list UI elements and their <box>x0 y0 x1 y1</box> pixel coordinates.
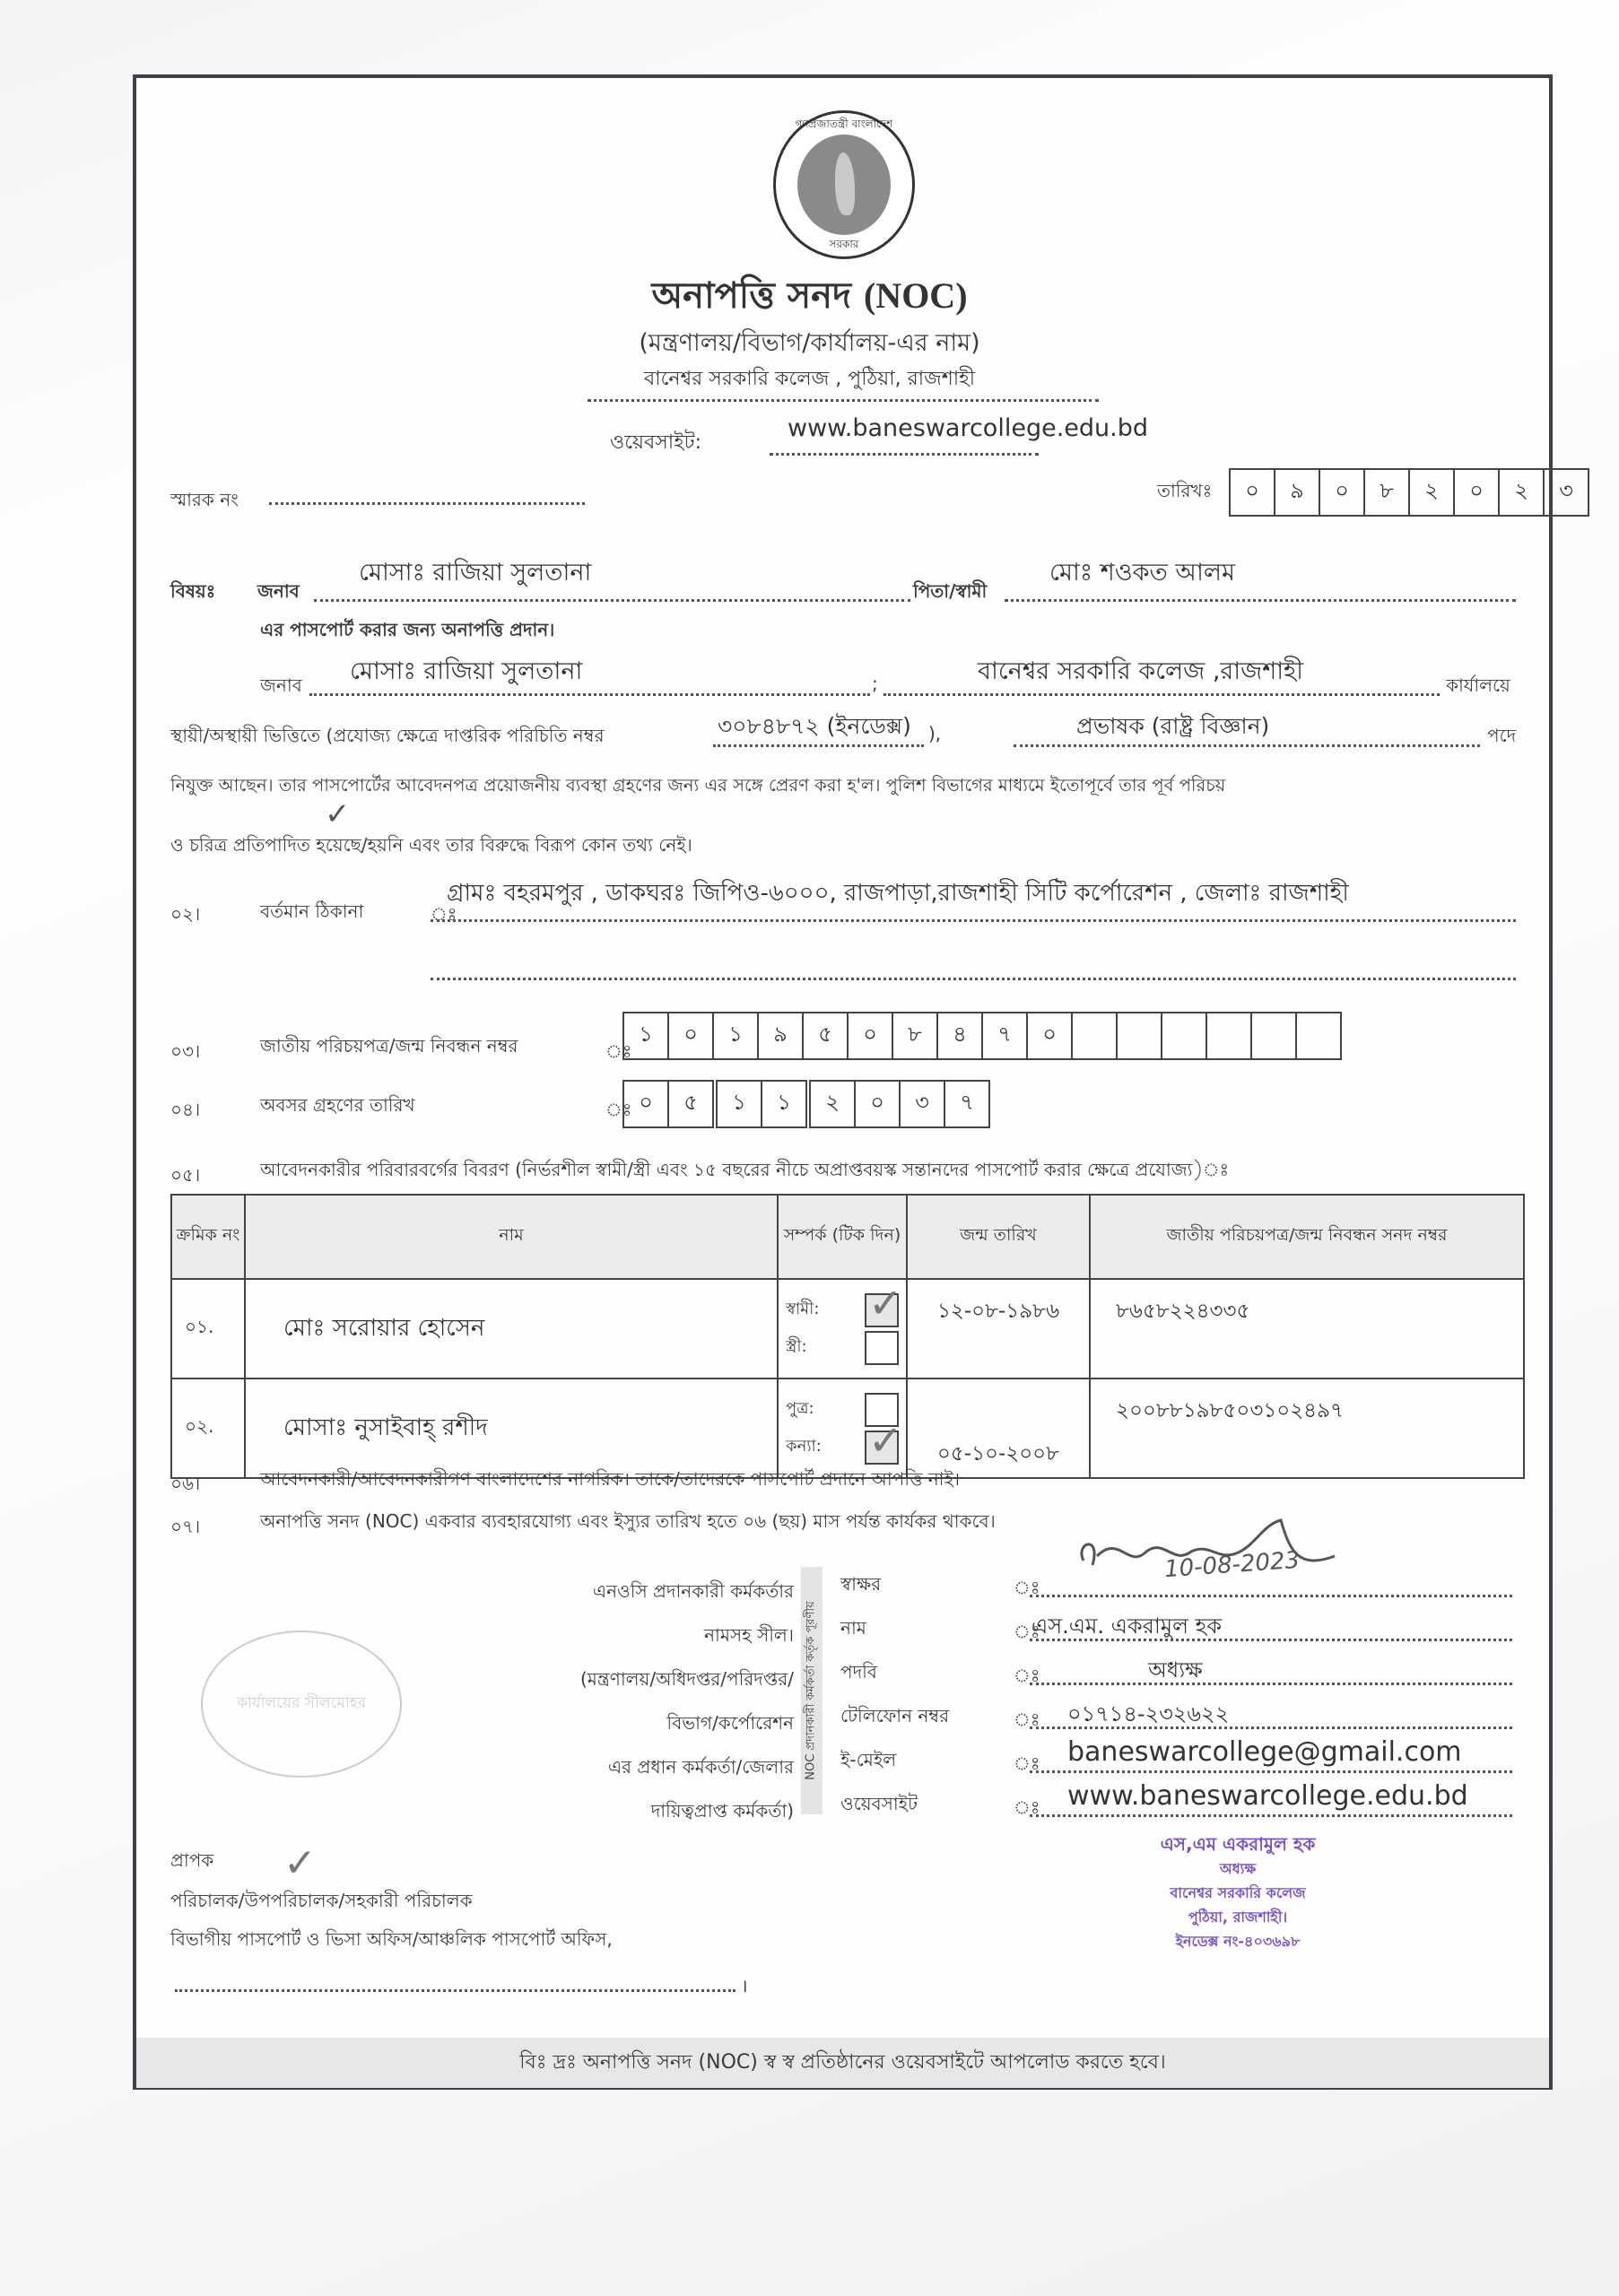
retirement-label: অবসর গ্রহণের তারিখ <box>260 1094 415 1116</box>
officer-field-colon: ঃ <box>1014 1796 1040 1818</box>
subject-line2: এর পাসপোর্ট করার জন্য অনাপত্তি প্রদান। <box>260 619 555 640</box>
date-digit-box-3[interactable]: ৮ <box>1365 470 1410 515</box>
nid-colon: ঃ <box>605 1040 632 1062</box>
bangladesh-map-icon <box>835 152 855 215</box>
nid-boxes <box>622 1012 1342 1060</box>
retirement-month-box-0[interactable]: ১ <box>718 1082 762 1126</box>
office-name: বানেশ্বর সরকারি কলেজ , পুঠিয়া, রাজশাহী <box>643 368 976 390</box>
family-intro-text: আবেদনকারীর পরিবারবর্গের বিবরণ (নির্ভরশীল স্বামী/স্ত্রী এবং ১৫ বছরের নীচে অপ্রাপ্তবয়স্ক সন্তানদের পাসপোর্ট করার ক্ষেত্রে প্রযোজ্য)ঃ <box>260 1159 1230 1180</box>
stamp-line: পুঠিয়া, রাজশাহী। <box>1188 1909 1288 1926</box>
recipient-line2: বিভাগীয় পাসপোর্ট ও ভিসা অফিস/আঞ্চলিক পাসপোর্ট অফিস, <box>170 1928 613 1950</box>
header-dob: জন্ম তারিখ <box>907 1195 1090 1279</box>
row-nid: ৮৬৫৮২২৪৩৩৫ <box>1090 1279 1524 1378</box>
office-name-dotted-line <box>588 399 1099 402</box>
officer-field-label: টেলিফোন নম্বর <box>840 1705 950 1726</box>
nid-digit-box-13[interactable] <box>1207 1013 1252 1058</box>
officer-field-value: অধ্যক্ষ <box>1148 1657 1203 1683</box>
document-title <box>0 267 1619 327</box>
nid-digit-box-7[interactable]: ৪ <box>938 1013 983 1058</box>
family-table-row <box>171 1279 1524 1378</box>
address-colon: ঃ <box>431 903 457 925</box>
header-serial: ক্রমিক নং <box>171 1195 245 1279</box>
row-name: মোসাঃ নুসাইবাহ্ রশীদ <box>245 1378 778 1478</box>
memo-field[interactable] <box>269 502 585 505</box>
emblem-bottom-text: সরকার <box>829 238 859 250</box>
title-english: (NOC) <box>863 275 968 316</box>
father-name: মোঃ শওকত আলম <box>1049 559 1235 587</box>
retirement-day-box-0[interactable]: ০ <box>624 1082 669 1126</box>
relation-label: স্বামী: <box>786 1300 820 1318</box>
body-office-suffix: কার্যালয়ে <box>1446 674 1510 696</box>
footer-note: বিঃ দ্রঃ অনাপত্তি সনদ (NOC) স্ব স্ব প্রতিষ্ঠানের ওয়েবসাইটে আপলোড করতে হবে। <box>519 2050 1166 2074</box>
recipient-line1: পরিচালক/উপপরিচালক/সহকারী পরিচালক <box>170 1890 473 1911</box>
nid-digit-box-0[interactable]: ১ <box>624 1013 669 1058</box>
relation-label: পুত্র: <box>786 1399 814 1418</box>
officer-field-label: ওয়েবসাইট <box>840 1793 918 1814</box>
nid-digit-box-5[interactable]: ০ <box>849 1013 893 1058</box>
emblem-top-text: গণপ্রজাতন্ত্রী বাংলাদেশ <box>795 117 893 130</box>
nid-digit-box-8[interactable]: ৭ <box>983 1013 1028 1058</box>
family-table-header-row <box>171 1195 1524 1279</box>
officer-field-value: baneswarcollege@gmail.com <box>1067 1736 1462 1768</box>
officer-field-label: পদবি <box>840 1661 877 1683</box>
body-paragraph-line3: নিযুক্ত আছেন। তার পাসপোর্টের আবেদনপত্র প্রয়োজনীয় ব্যবস্থা গ্রহণের জন্য এর সঙ্গে প্রেরণ করা হ'ল। পুলিশ বিভাগের মাধ্যমে ইতোপূর্বে তার পূর্ব পরিচয় <box>170 775 1226 796</box>
stamp-line: বানেশ্বর সরকারি কলেজ <box>1170 1884 1306 1901</box>
official-id-number: ৩০৮৪৮৭২ (ইনডেক্স) <box>718 713 911 739</box>
applicant-name-line <box>314 599 910 602</box>
officer-field-line[interactable] <box>1030 1595 1512 1597</box>
nid-digit-box-3[interactable]: ৯ <box>759 1013 804 1058</box>
father-name-line <box>1005 599 1516 602</box>
officer-field-label: ই-মেইল <box>840 1749 897 1770</box>
nid-label: জাতীয় পরিচয়পত্র/জন্ম নিবন্ধন নম্বর <box>260 1035 518 1057</box>
item-04-number: ০৪। <box>170 1099 201 1120</box>
address-line-2 <box>431 978 1516 980</box>
retirement-day-boxes <box>622 1080 714 1128</box>
officer-label-line: (মন্ত্রণালয়/অধিদপ্তর/পরিদপ্তর/ <box>579 1668 794 1690</box>
header-relation: সম্পর্ক (টিক দিন) <box>778 1195 907 1279</box>
body-name-line <box>309 693 870 696</box>
officer-field-line[interactable] <box>1030 1683 1512 1685</box>
item-07-number: ০৭। <box>170 1516 201 1537</box>
row-relation <box>778 1279 907 1378</box>
designation-line <box>1014 744 1480 747</box>
item-03-number: ০৩। <box>170 1040 201 1062</box>
nid-digit-box-9[interactable]: ০ <box>1028 1013 1073 1058</box>
stamp-line: অধ্যক্ষ <box>1219 1860 1257 1877</box>
header-subtitle: (মন্ত্রণালয়/বিভাগ/কার্যালয়-এর নাম) <box>639 329 980 357</box>
official-id-line <box>713 744 924 747</box>
retirement-day-box-1[interactable]: ৫ <box>683 1090 698 1115</box>
date-boxes <box>1229 468 1589 517</box>
retirement-year-box-2[interactable]: ৩ <box>901 1082 945 1126</box>
retirement-year-box-1[interactable]: ০ <box>856 1082 901 1126</box>
officer-label-line: নামসহ সীল। <box>704 1624 794 1646</box>
officer-field-colon: ঃ <box>1014 1709 1040 1730</box>
officer-field-line[interactable] <box>1030 1770 1512 1773</box>
date-digit-box-4[interactable]: ২ <box>1410 470 1455 515</box>
vertical-note-strip <box>801 1567 823 1814</box>
recipient-office-field[interactable] <box>175 1989 736 1992</box>
item-02-number: ০২। <box>170 903 201 925</box>
nid-digit-box-10[interactable] <box>1073 1013 1118 1058</box>
row-serial: ০১. <box>171 1279 245 1378</box>
nid-digit-box-6[interactable]: ৮ <box>893 1013 938 1058</box>
header-name: নাম <box>245 1195 778 1279</box>
subject-mr-label: জনাব <box>257 580 300 602</box>
signature-date: 10-08-2023 <box>1163 1546 1301 1584</box>
relation-label: কন্যা: <box>786 1437 822 1456</box>
designation-suffix: পদে <box>1487 725 1517 746</box>
officer-label-line: দায়িত্বপ্রাপ্ত কর্মকর্তা) <box>650 1800 794 1822</box>
officer-field-colon: ঃ <box>1014 1752 1040 1774</box>
retirement-year-box-3[interactable]: ৭ <box>960 1090 974 1115</box>
relation-checkbox-checked[interactable] <box>865 1415 903 1465</box>
officer-label-line: বিভাগ/কর্পোরেশন <box>666 1712 794 1734</box>
seal-placeholder-text: কার্যালয়ের সীলমোহর <box>236 1694 367 1712</box>
address-line-1 <box>431 919 1516 922</box>
stamp-line: ইনডেক্স নং-৪০৩৬৯৮ <box>1175 1933 1301 1950</box>
body-applicant-name: মোসাঃ রাজিয়া সুলতানা <box>350 657 583 685</box>
relation-checkbox[interactable] <box>865 1331 899 1365</box>
website-value: www.baneswarcollege.edu.bd <box>788 414 1148 442</box>
relation-checkbox-checked[interactable] <box>865 1278 903 1327</box>
row-name: মোঃ সরোয়ার হোসেন <box>245 1279 778 1378</box>
address-label: বর্তমান ঠিকানা <box>260 900 364 922</box>
website-label: ওয়েবসাইট: <box>610 431 701 454</box>
body-office-line <box>883 693 1440 696</box>
body-paragraph-line4: ও চরিত্র প্রতিপাদিত হয়েছে/হয়নি এবং তার বিরুদ্ধে বিরূপ কোন তথ্য নেই। <box>170 834 692 856</box>
validity-text: অনাপত্তি সনদ (NOC) একবার ব্যবহারযোগ্য এবং ইস্যুর তারিখ হতে ০৬ (ছয়) মাস পর্যন্ত কার্যকর থাকবে। <box>260 1510 996 1532</box>
verified-tick-icon: ✓ <box>325 796 351 832</box>
officer-field-label: স্বাক্ষর <box>840 1573 882 1595</box>
relation-label: স্ত্রী: <box>786 1337 807 1356</box>
item-05-number: ০৫। <box>170 1164 201 1186</box>
row-dob: ১২-০৮-১৯৮৬ <box>907 1279 1090 1378</box>
checkmark-icon: ✓ <box>868 1415 903 1465</box>
nid-digit-box-4[interactable]: ৫ <box>804 1013 849 1058</box>
date-digit-box-6[interactable]: ২ <box>1500 470 1545 515</box>
retirement-month-box-1[interactable]: ১ <box>777 1090 791 1115</box>
row-serial: ০২. <box>171 1378 245 1478</box>
nid-digit-box-2[interactable]: ১ <box>714 1013 759 1058</box>
officer-field-value: ০১৭১৪-২৩২৬২২ <box>1067 1701 1230 1726</box>
vertical-note-text: NOC প্রদানকারী কর্মকর্তা কর্তৃক পূরণীয় <box>804 1601 818 1780</box>
applicant-name: মোসাঃ রাজিয়া সুলতানা <box>359 559 592 587</box>
item-06-number: ০৬। <box>170 1473 201 1494</box>
row-relation <box>778 1378 907 1478</box>
officer-field-line[interactable] <box>1030 1814 1512 1817</box>
nid-digit-box-15[interactable] <box>1297 1013 1340 1058</box>
recipient-line3-suffix: । <box>741 1975 748 1996</box>
nid-digit-box-14[interactable] <box>1252 1013 1297 1058</box>
date-digit-box-5[interactable]: ০ <box>1455 470 1500 515</box>
recipient-tick-icon: ✓ <box>283 1840 317 1886</box>
officer-field-value: এস.এম. একরামুল হক <box>1031 1613 1223 1639</box>
body-mr-label: জনাব <box>260 674 302 696</box>
address-value: গ্রামঃ বহরমপুর , ডাকঘরঃ জিপিও-৬০০০, রাজপাড়া,রাজশাহী সিটি কর্পোরেশন , জেলাঃ রাজশাহী <box>447 880 1349 907</box>
emblem-map-circle <box>797 135 891 235</box>
nid-digit-box-1[interactable]: ০ <box>669 1013 714 1058</box>
checkmark-icon: ✓ <box>868 1278 903 1327</box>
officer-field-colon: ঃ <box>1014 1665 1040 1686</box>
relation-option <box>786 1278 903 1329</box>
family-table-row <box>171 1378 1524 1478</box>
officer-field-value: www.baneswarcollege.edu.bd <box>1067 1780 1468 1812</box>
date-digit-box-7[interactable]: ৩ <box>1559 478 1573 503</box>
designation: প্রভাষক (রাষ্ট্র বিজ্ঞান) <box>1076 713 1270 739</box>
retirement-year-boxes <box>809 1080 990 1128</box>
date-digit-box-0[interactable]: ০ <box>1231 470 1275 515</box>
officer-field-colon: ঃ <box>1014 1621 1040 1642</box>
retirement-year-box-0[interactable]: ২ <box>811 1082 856 1126</box>
memo-label: স্মারক নং <box>170 489 239 510</box>
row-nid: ২০০৮৮১৯৮৫০৩১০২৪৯৭ <box>1090 1378 1524 1478</box>
family-table <box>170 1194 1525 1479</box>
father-label: পিতা/স্বামী <box>913 580 988 602</box>
officer-field-colon: ঃ <box>1014 1577 1040 1598</box>
office-seal-placeholder <box>201 1631 402 1778</box>
stamp-line: এস,এম একরামুল হক <box>1160 1833 1316 1855</box>
relation-option <box>786 1415 903 1466</box>
body-separator: ; <box>872 673 878 694</box>
subject-label: বিষয়ঃ <box>170 580 216 602</box>
header-nid: জাতীয় পরিচয়পত্র/জন্ম নিবন্ধন সনদ নম্বর <box>1090 1195 1524 1279</box>
retirement-colon: ঃ <box>605 1099 632 1120</box>
officer-label-line: এর প্রধান কর্মকর্তা/জেলার <box>607 1756 794 1778</box>
citizen-text: আবেদনকারী/আবেদনকারীগণ বাংলাদেশের নাগরিক। তাকে/তাদেরকে পাসপোর্ট প্রদানে আপত্তি নাই। <box>260 1468 961 1490</box>
official-id-suffix: ), <box>928 723 942 744</box>
nid-digit-box-12[interactable] <box>1162 1013 1207 1058</box>
relation-option <box>786 1329 899 1367</box>
date-digit-box-1[interactable]: ৯ <box>1275 470 1320 515</box>
body-basis-text: স্থায়ী/অস্থায়ী ভিত্তিতে (প্রযোজ্য ক্ষেত্রে দাপ্তরিক পরিচিতি নম্বর <box>170 725 605 746</box>
title-bengali: অনাপত্তি সনদ <box>651 275 852 317</box>
government-emblem <box>773 110 915 259</box>
officer-label-line: এনওসি প্রদানকারী কর্মকর্তার <box>592 1580 794 1602</box>
row-dob: ০৫-১০-২০০৮ <box>907 1378 1090 1478</box>
date-label: তারিখঃ <box>1157 480 1213 501</box>
date-digit-box-2[interactable]: ০ <box>1320 470 1365 515</box>
nid-digit-box-11[interactable] <box>1118 1013 1162 1058</box>
officer-field-label: নাম <box>840 1617 866 1639</box>
body-office: বানেশ্বর সরকারি কলেজ ,রাজশাহী <box>978 657 1303 685</box>
recipient-label: প্রাপক <box>170 1849 214 1871</box>
website-dotted-line <box>770 453 1039 456</box>
official-stamp <box>1085 1832 1390 1953</box>
retirement-month-boxes <box>716 1080 807 1128</box>
footer-note-bar <box>136 2038 1549 2088</box>
